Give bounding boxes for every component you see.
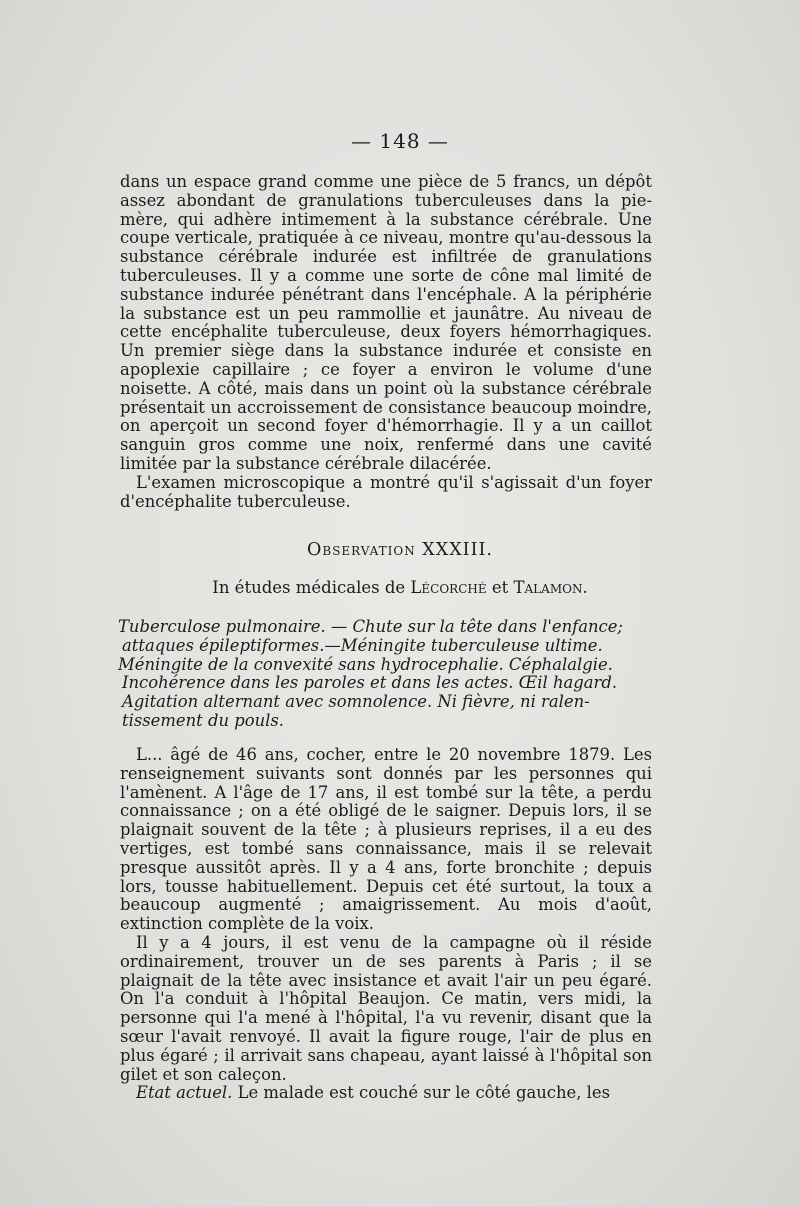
observation-title: Observation XXXIII.	[307, 540, 493, 560]
body-paragraph-2: Il y a 4 jours, il est venu de la campagne où il réside ordinairement, trouver un de ses parents à Paris ; il se plaignait de la tête avec insistance et avait l'air un peu égaré. On l'a conduit à l'hôpital Beaujon. Ce matin, vers midi, la personne qui l'a mené à l'hôpital, l'a vu revenir, disant que la sœur l'avait renvoyé. Il avait la figure rouge, l'air de plus en plus égaré ; il arrivait sans chapeau, ayant laissé à l'hôpital son gilet et son caleçon.	[120, 932, 652, 1084]
summary-line: Incohérence dans les paroles et dans les actes. Œil hagard.	[122, 673, 618, 693]
continuation-paragraph: dans un espace grand comme une pièce de 5 francs, un dépôt assez abondant de granulations tuberculeuses dans la pie-mère, qui adhère intimement à la substance cérébrale. Une coupe verticale, pratiquée à ce niveau, montre qu'au-dessous la substance cérébrale indurée est infiltrée de granulations tuberculeuses. Il y a comme une sorte de cône mal limité de substance indurée pénétrant dans l'encéphale. A la périphérie la substance est un peu rammollie et jaunâtre. Au niveau de cette encéphalite tuberculeuse, deux foyers hémorrhagiques. Un premier siège dans la substance indurée et consiste en apoplexie capillaire ; ce foyer a environ le volume d'une noisette. A côté, mais dans un point où la substance cérébrale présentait un accroissement de consistance beaucoup moindre, on aperçoit un second foyer d'hémorrhagie. Il y a un caillot sanguin gros comme une noix, renfermé dans une cavité limitée par la substance cérébrale dilacérée.	[120, 172, 652, 473]
page-number: — 148 —	[351, 129, 449, 153]
conclusion-paragraph: L'examen microscopique a montré qu'il s'agissait d'un foyer d'encéphalite tuberculeuse.	[120, 472, 652, 511]
summary-line: tissement du pouls.	[122, 710, 284, 730]
summary-line: Agitation alternant avec somnolence. Ni fièvre, ni ralen-	[122, 692, 590, 712]
source-prefix: In études médicales de	[212, 578, 406, 597]
summary-line: attaques épileptiformes.—Méningite tuberculeuse ultime.	[122, 635, 603, 655]
source-connector: et	[491, 578, 509, 597]
summary-line: Méningite de la convexité sans hydrocephalie. Céphalalgie.	[118, 654, 613, 674]
source-author-2: Talamon.	[513, 578, 588, 597]
source-author-1: Lécorché	[410, 578, 487, 597]
body-paragraph-3-text: Le malade est couché sur le côté gauche, les	[237, 1083, 611, 1103]
continuation-text	[120, 173, 652, 511]
etat-actuel-label: Etat actuel.	[136, 1083, 233, 1103]
observation-source	[0, 578, 800, 597]
body-paragraph-1: L... âgé de 46 ans, cocher, entre le 20 novembre 1879. Les renseignement suivants sont donnés par les personnes qui l'amènent. A l'âge de 17 ans, il est tombé sur la tête, a perdu connaissance ; on a été obligé de le saigner. Depuis lors, il se plaignait souvent de la tête ; à plusieurs reprises, il a eu des vertiges, est tombé sans connaissance, mais il se relevait presque aussitôt après. Il y a 4 ans, forte bronchite ; depuis lors, tousse habituellement. Depuis cet été surtout, la toux a beaucoup augmenté ; amaigrissement. Au mois d'août, extinction complète de la voix.	[120, 745, 652, 934]
case-summary	[118, 618, 652, 731]
body-paragraph-3	[120, 1084, 652, 1103]
summary-line: Tuberculose pulmonaire. — Chute sur la tête dans l'enfance;	[118, 617, 623, 636]
case-body	[120, 746, 652, 1103]
